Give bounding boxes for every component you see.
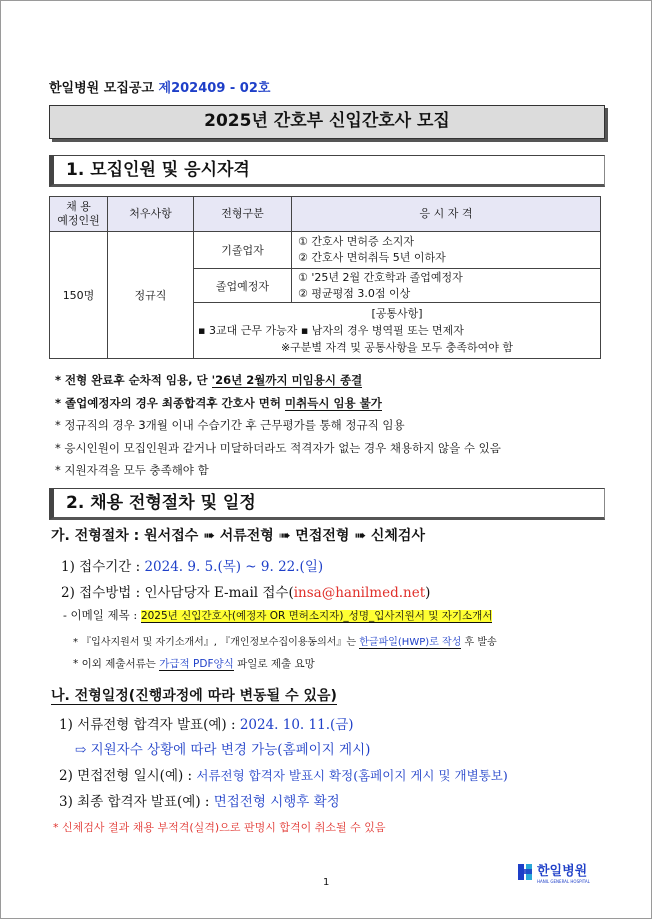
schedule-change-note: ⇨ 지원자수 상황에 따라 변경 가능(홈페이지 게시) xyxy=(75,742,371,758)
email-subject: - 이메일 제목 : 2025년 신입간호사(예정자 OR 면허소지자)_성명_입사지원서 및 자기소개서 xyxy=(63,608,493,622)
note-item: * 응시인원이 모집인원과 같거나 미달하더라도 적격자가 없는 경우 채용하지 않을 수 있음 xyxy=(55,440,501,455)
common-title: [공통사항] xyxy=(371,307,423,320)
common-note: ※구분별 자격 및 공통사항을 모두 충족하여야 함 xyxy=(280,341,514,354)
format-note: * 『입사지원서 및 자기소개서』, 『개인정보수집이용동의서』는 한글파일(HWP)로 작성 후 발송 xyxy=(73,637,497,648)
header-count: 채 용 예정인원 xyxy=(50,197,108,232)
application-period: 1) 접수기간 : 2024. 9. 5.(목) ~ 9. 22.(일) xyxy=(61,559,324,575)
notice-number: 제202409 - 02호 xyxy=(158,81,271,96)
note-item: * 전형 완료후 순차적 임용, 단 '26년 2월까지 미임용시 종결 xyxy=(55,373,363,387)
notice-number-line xyxy=(49,77,270,96)
cell-type: 정규직 xyxy=(108,232,194,359)
email-link[interactable]: insa@hanilmed.net xyxy=(293,585,426,601)
hospital-logo xyxy=(517,859,617,885)
hospital-logo-icon xyxy=(517,859,617,885)
requirements-table xyxy=(49,196,601,359)
cell-category: 기졸업자 xyxy=(194,232,292,269)
header-type: 처우사항 xyxy=(108,197,194,232)
note-item: * 지원자격을 모두 충족해야 함 xyxy=(55,463,209,477)
note-item: * 졸업예정자의 경우 최종합격후 간호사 면허 미취득시 임용 불가 xyxy=(55,395,382,410)
table-header-row xyxy=(50,197,601,232)
pdf-note: * 이외 제출서류는 가급적 PDF양식 파일로 제출 요망 xyxy=(73,658,315,670)
header-qualification: 응 시 자 격 xyxy=(292,197,601,232)
notice-prefix: 한일병원 모집공고 xyxy=(49,81,159,96)
section1-heading: 1. 모집인원 및 응시자격 xyxy=(49,155,605,187)
section2-heading: 2. 채용 전형절차 및 일정 xyxy=(49,488,605,520)
cell-qualification: ① '25년 2월 간호학과 졸업예정자 ② 평균평점 3.0점 이상 xyxy=(292,269,601,303)
cell-qualification: ① 간호사 면허증 소지자 ② 간호사 면허취득 5년 이하자 xyxy=(292,232,601,269)
schedule-heading: 나. 전형일정(진행과정에 따라 변동될 수 있음) xyxy=(51,688,337,704)
svg-text:HANIL GENERAL HOSPITAL: HANIL GENERAL HOSPITAL xyxy=(537,879,590,884)
medical-exam-note: * 신체검사 결과 채용 부적격(실격)으로 판명시 합격이 취소될 수 있음 xyxy=(53,821,386,834)
process-heading: 가. 전형절차 : 원서접수 ➠ 서류전형 ➠ 면접전형 ➠ 신체검사 xyxy=(51,528,425,544)
page-title: 2025년 간호부 신입간호사 모집 xyxy=(49,105,605,139)
section1-notes xyxy=(55,369,501,482)
header-category: 전형구분 xyxy=(194,197,292,232)
common-line: ▪ 3교대 근무 가능자 ▪ 남자의 경우 병역필 또는 면제자 xyxy=(198,324,464,337)
cell-common-requirements xyxy=(194,303,601,359)
cell-count: 150명 xyxy=(50,232,108,359)
interview-schedule: 2) 면접전형 일시(예) : 서류전형 합격자 발표시 확정(홈페이지 게시 및 개별통보) xyxy=(59,768,508,784)
application-method: 2) 접수방법 : 인사담당자 E-mail 접수(insa@hanilmed.net) xyxy=(61,585,431,601)
document-screening-announcement: 1) 서류전형 합격자 발표(예) : 2024. 10. 11.(금) xyxy=(59,717,354,733)
note-item: * 정규직의 경우 3개월 이내 수습기간 후 근무평가를 통해 정규직 임용 xyxy=(55,418,405,432)
table-row xyxy=(50,232,601,269)
svg-text:한일병원: 한일병원 xyxy=(537,864,588,879)
cell-category: 졸업예정자 xyxy=(194,269,292,303)
final-announcement: 3) 최종 합격자 발표(예) : 면접전형 시행후 확정 xyxy=(59,794,340,810)
page-number: 1 xyxy=(323,877,330,888)
